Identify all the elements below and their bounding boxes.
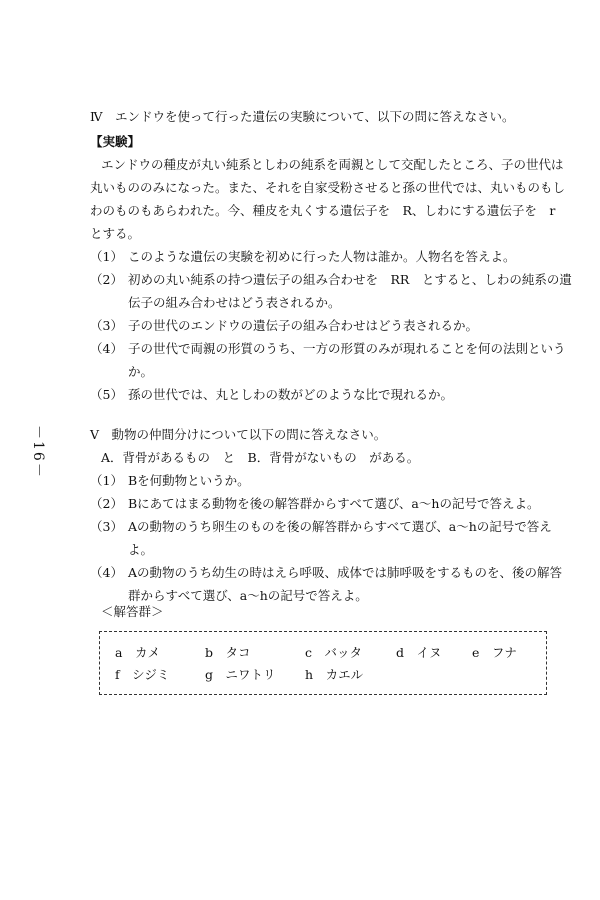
question-text: Bにあてはまる動物を後の解答群からすべて選び、a～hの記号で答えよ。 bbox=[128, 496, 540, 511]
experiment-paragraph-line: わのものもあらわれた。今、種皮を丸くする遺伝子を R、しわにする遺伝子を r bbox=[90, 203, 556, 218]
option-label: タコ bbox=[225, 645, 251, 660]
question-number: （3） bbox=[90, 519, 123, 534]
question-number: （5） bbox=[90, 387, 123, 402]
answer-option bbox=[115, 666, 169, 684]
answer-option bbox=[305, 666, 363, 684]
question-number: （2） bbox=[90, 496, 123, 511]
option-key: d bbox=[396, 645, 405, 660]
question-text: Bを何動物というか。 bbox=[128, 473, 250, 488]
answer-option bbox=[205, 644, 251, 662]
option-key: e bbox=[472, 645, 480, 660]
question-text: このような遺伝の実験を初めに行った人物は誰か。人物名を答えよ。 bbox=[128, 249, 516, 264]
answer-options-box bbox=[99, 631, 547, 695]
option-label: バッタ bbox=[324, 645, 363, 660]
question-text: 初めの丸い純系の持つ遺伝子の組み合わせを RR とすると、しわの純系の遺 bbox=[128, 272, 572, 287]
question-text: 子の世代で両親の形質のうち、一方の形質のみが現れることを何の法則という bbox=[128, 341, 566, 356]
section5-heading: Ⅴ 動物の仲間分けについて以下の問に答えなさい。 bbox=[90, 427, 387, 442]
option-key: b bbox=[205, 645, 214, 660]
option-label: イヌ bbox=[416, 645, 442, 660]
option-label: ニワトリ bbox=[225, 667, 276, 682]
question-number: （4） bbox=[90, 341, 123, 356]
section4-heading: Ⅳ エンドウを使って行った遺伝の実験について、以下の問に答えなさい。 bbox=[90, 109, 515, 124]
question-text: 子の世代のエンドウの遺伝子の組み合わせはどう表されるか。 bbox=[128, 318, 479, 333]
question-text: 群からすべて選び、a～hの記号で答えよ。 bbox=[128, 588, 368, 603]
answer-group-label: ＜解答群＞ bbox=[101, 604, 164, 619]
question-text: か。 bbox=[128, 364, 154, 379]
question-number: （1） bbox=[90, 473, 123, 488]
answer-option bbox=[205, 666, 276, 684]
option-label: フナ bbox=[491, 645, 517, 660]
question-text: 伝子の組み合わせはどう表されるか。 bbox=[128, 295, 341, 310]
page-number: －16－ bbox=[30, 425, 46, 479]
section5-intro: A．背骨があるもの と B．背骨がないもの がある。 bbox=[101, 450, 420, 465]
question-number: （1） bbox=[90, 249, 123, 264]
answer-option bbox=[115, 644, 160, 662]
question-text: Aの動物のうち卵生のものを後の解答群からすべて選び、a～hの記号で答え bbox=[128, 519, 552, 534]
question-text: Aの動物のうち幼生の時はえら呼吸、成体では肺呼吸をするものを、後の解答 bbox=[128, 565, 563, 580]
option-key: h bbox=[305, 667, 314, 682]
option-key: f bbox=[115, 667, 120, 682]
question-number: （4） bbox=[90, 565, 123, 580]
option-key: g bbox=[205, 667, 214, 682]
question-text: よ。 bbox=[128, 542, 154, 557]
experiment-label: 【実験】 bbox=[90, 134, 141, 149]
answer-option bbox=[305, 644, 362, 662]
question-text: 孫の世代では、丸としわの数がどのような比で現れるか。 bbox=[128, 387, 454, 402]
option-key: c bbox=[305, 645, 313, 660]
question-number: （2） bbox=[90, 272, 123, 287]
answer-option bbox=[472, 644, 517, 662]
experiment-paragraph-line: 丸いもののみになった。また、それを自家受粉させると孫の世代では、丸いものもし bbox=[90, 180, 566, 195]
experiment-paragraph-line: とする。 bbox=[90, 226, 141, 241]
answer-option bbox=[396, 644, 442, 662]
option-key: a bbox=[115, 645, 123, 660]
option-label: カメ bbox=[134, 645, 160, 660]
option-label: カエル bbox=[325, 667, 364, 682]
experiment-paragraph-line: エンドウの種皮が丸い純系としわの純系を両親として交配したところ、子の世代は bbox=[101, 157, 564, 172]
option-label: シジミ bbox=[132, 667, 170, 682]
question-number: （3） bbox=[90, 318, 123, 333]
